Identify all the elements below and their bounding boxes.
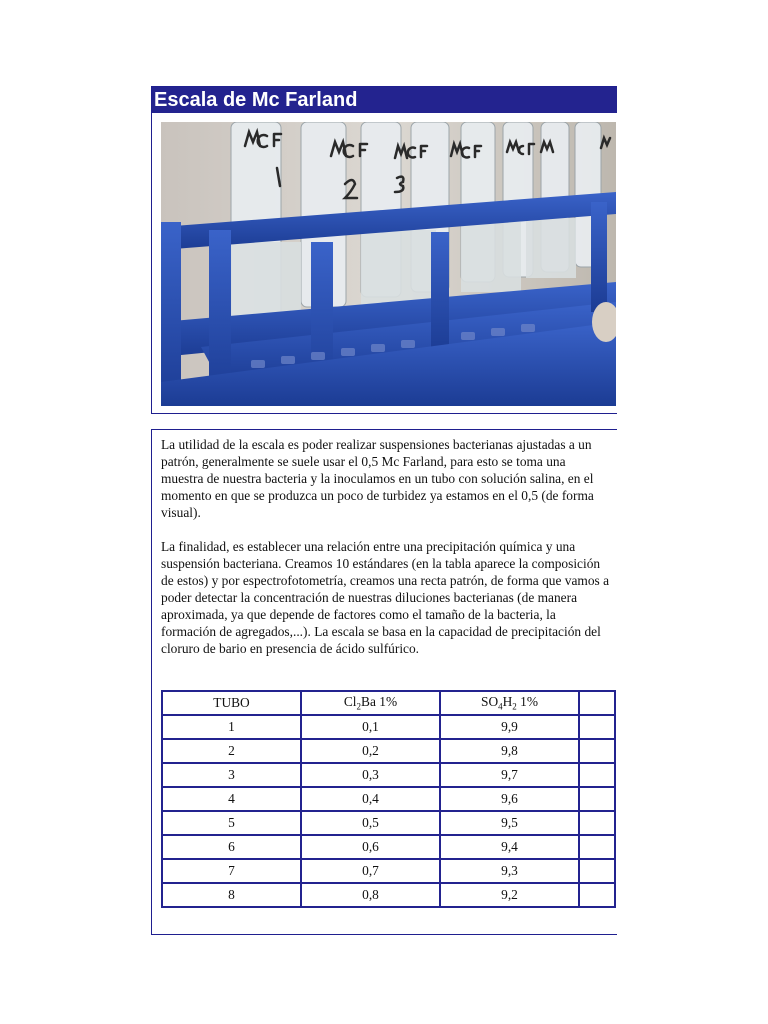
- cell-extra: [579, 811, 615, 835]
- table-row: [162, 859, 615, 883]
- paragraph-utility: La utilidad de la escala es poder realizar suspensiones bacterianas ajustadas a un patrón, generalmente se suele usar el 0,5 Mc Farland, para esto se toma una muestra de nuestra bacteria y la inoculamos en un tubo con solución salina, en el momento en que se produzca un poco de turbidez ya estamos en el 0,5 (de forma visual).: [161, 437, 594, 520]
- cell-tubo: 1: [162, 715, 301, 739]
- cell-tubo: 5: [162, 811, 301, 835]
- cell-extra: [579, 787, 615, 811]
- cell-so4h2: 9,8: [440, 739, 579, 763]
- header-so4h2: $SO_4H_2$ 1%: [440, 691, 579, 715]
- cell-extra: [579, 739, 615, 763]
- mcfarland-table: [161, 690, 616, 908]
- content-panel: [151, 429, 617, 935]
- cell-cl2ba: 0,8: [301, 883, 440, 907]
- table-row: [162, 715, 615, 739]
- cell-so4h2: 9,3: [440, 859, 579, 883]
- header-extra: [579, 691, 615, 715]
- cell-extra: [579, 835, 615, 859]
- cell-cl2ba: 0,4: [301, 787, 440, 811]
- table-row: [162, 835, 615, 859]
- cell-so4h2: 9,5: [440, 811, 579, 835]
- cell-cl2ba: 0,7: [301, 859, 440, 883]
- cell-extra: [579, 859, 615, 883]
- cell-extra: [579, 763, 615, 787]
- cell-so4h2: 9,6: [440, 787, 579, 811]
- table-header-row: [162, 691, 615, 715]
- cell-cl2ba: 0,1: [301, 715, 440, 739]
- cell-tubo: 7: [162, 859, 301, 883]
- header-cl2ba: $Cl_2Ba$ 1%: [301, 691, 440, 715]
- table-row: [162, 763, 615, 787]
- cell-so4h2: 9,2: [440, 883, 579, 907]
- table-row: [162, 883, 615, 907]
- paragraph-purpose: La finalidad, es establecer una relación entre una precipitación química y una suspensión bacteriana. Creamos 10 estándares (en la tabla aparece la composición de estos) y por espectrofotometría, creamos una recta patrón, de forma que vamos a poder detectar la concentración de nuestras diluciones bacterianas (de manera aproximada, ya que depende de factores como el tamaño de la bacteria, la formación de agregados,...). La escala se basa en la capacidad de precipitación del cloruro de bario en presencia de ácido sulfúrico.: [161, 539, 610, 656]
- cell-cl2ba: 0,2: [301, 739, 440, 763]
- cell-tubo: 6: [162, 835, 301, 859]
- cell-so4h2: 9,4: [440, 835, 579, 859]
- header-panel: [151, 86, 617, 414]
- header-tubo: TUBO: [162, 691, 301, 715]
- cell-extra: [579, 715, 615, 739]
- cell-cl2ba: 0,3: [301, 763, 440, 787]
- cell-cl2ba: 0,6: [301, 835, 440, 859]
- cell-tubo: 4: [162, 787, 301, 811]
- cell-so4h2: 9,9: [440, 715, 579, 739]
- cell-so4h2: 9,7: [440, 763, 579, 787]
- cell-tubo: 3: [162, 763, 301, 787]
- page-title: Escala de Mc Farland: [152, 87, 617, 113]
- cell-tubo: 2: [162, 739, 301, 763]
- cell-tubo: 8: [162, 883, 301, 907]
- cell-extra: [579, 883, 615, 907]
- cell-cl2ba: 0,5: [301, 811, 440, 835]
- mcfarland-tubes-photo: [161, 122, 616, 406]
- table-row: [162, 787, 615, 811]
- table-row: [162, 739, 615, 763]
- table-row: [162, 811, 615, 835]
